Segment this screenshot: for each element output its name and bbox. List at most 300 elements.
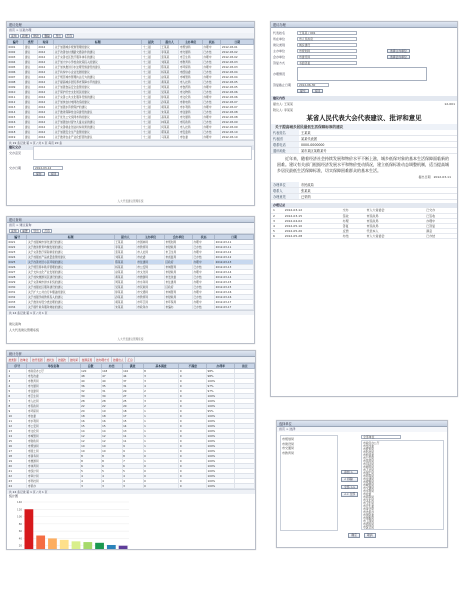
move-button[interactable]: 全部 >> — [341, 485, 358, 490]
table-cell: 市旅游局 — [136, 275, 164, 280]
table-cell: 关于加强学前教育投入的建议 — [27, 295, 114, 300]
form-input[interactable]: 王某某 / 001 — [297, 31, 357, 35]
table-cell: 市侨办 — [27, 484, 80, 489]
toolbar-button[interactable]: 导出 — [33, 228, 39, 233]
table-cell: 十二届 — [142, 110, 161, 115]
table-cell: 关于加大中小学校舍改造投入的建议 — [54, 60, 142, 65]
opinion-input[interactable] — [33, 146, 252, 160]
table-cell: 刘某某 — [114, 255, 136, 260]
table-cell: 办理中 — [202, 45, 221, 50]
available-unit[interactable]: 市政府办公厅 — [363, 441, 380, 445]
table-cell: 吴某某 — [160, 90, 179, 95]
table-cell: 0018 — [8, 130, 24, 135]
table-cell: 15 — [8, 439, 27, 444]
available-unit[interactable]: 市工商局 — [363, 519, 374, 523]
form-input[interactable]: 城乡建设 — [297, 43, 357, 47]
window-title: 建议处理 — [7, 22, 254, 28]
table-cell: 关于加强食品安全监管的建议 — [54, 85, 142, 90]
available-unit[interactable]: 市水利局 — [363, 489, 374, 493]
column-header[interactable]: 总数 — [80, 364, 101, 369]
available-unit[interactable]: 市地税局 — [363, 516, 374, 520]
breadcrumb: 首页 > 建议查询 — [7, 223, 254, 228]
sign-row — [271, 174, 457, 180]
table-cell: 28 — [101, 399, 122, 404]
column-header[interactable]: 备注 — [235, 364, 255, 369]
section-title: 建议内容 — [271, 96, 457, 101]
column-header[interactable]: 提出人 — [114, 235, 136, 240]
column-header[interactable]: 单位名称 — [27, 364, 80, 369]
column-header[interactable]: 办理率 — [207, 364, 235, 369]
table-cell: 市城管局 — [27, 434, 80, 439]
table-cell: 0 — [179, 434, 207, 439]
table-cell: 8 — [143, 369, 179, 374]
table-cell: 0 — [179, 369, 207, 374]
column-header[interactable]: 状态 — [202, 40, 221, 45]
reply-value: 已采纳 — [301, 195, 311, 199]
table-cell: 0 — [179, 394, 207, 399]
table-cell: 18 — [122, 409, 143, 414]
y-tick-label: 40 — [18, 537, 22, 541]
tab[interactable]: 汇总 — [126, 357, 135, 362]
tab[interactable]: 按提出人 — [112, 357, 126, 362]
table-cell: 2012-03-16 — [215, 295, 254, 300]
column-header[interactable]: 主办单位 — [179, 40, 203, 45]
table-cell: 0 — [179, 449, 207, 454]
table-cell: 十二届 — [142, 100, 161, 105]
proposer-info — [271, 130, 457, 154]
footer-label: 人大代表建议管理系统 — [9, 328, 40, 332]
table-cell: 2012-03-05 — [221, 80, 254, 85]
table-cell: 0 — [179, 389, 207, 394]
table-cell: 郭某某 — [160, 130, 179, 135]
table-cell: 4 — [80, 479, 101, 484]
table-cell: 30 — [101, 394, 122, 399]
breadcrumb: 首页 > 议案办理 — [7, 28, 254, 33]
table-cell: 2012 — [37, 130, 53, 135]
list-cell: 4 — [271, 223, 283, 228]
column-header[interactable]: 状态 — [193, 235, 215, 240]
table-cell: 市住建局 — [136, 260, 164, 265]
table-cell: 40 — [80, 379, 101, 384]
table-cell: 11 — [122, 439, 143, 444]
table-cell: 已办结 — [193, 245, 215, 250]
tab[interactable]: 按类别 — [7, 357, 19, 362]
ok-button[interactable]: 确定 — [348, 533, 360, 538]
table-cell: 陈某某 — [114, 260, 136, 265]
table-cell: 陈某某 — [160, 65, 179, 70]
table-cell: 市经信委 — [179, 70, 203, 75]
window-title: 建议办理 — [271, 22, 457, 28]
table-cell: 办理中 — [193, 250, 215, 255]
form-input[interactable] — [297, 67, 427, 81]
table-cell: 0013 — [8, 105, 24, 110]
tab[interactable]: 按届次 — [57, 357, 69, 362]
handling-form — [271, 28, 457, 82]
column-header[interactable]: 会办单位 — [164, 235, 192, 240]
column-header[interactable]: 不满意 — [179, 364, 207, 369]
table-cell: 20 — [122, 404, 143, 409]
table-cell: 0024 — [8, 255, 27, 260]
table-cell: 关于支持文化产业发展的建议 — [27, 270, 114, 275]
table-cell: 胡某某 — [160, 105, 179, 110]
selected-unit[interactable]: 市交通局 — [282, 446, 295, 450]
table-cell: 办理中 — [202, 95, 221, 100]
available-unit[interactable]: 市国资委 — [363, 513, 374, 517]
table-cell: 7 — [122, 459, 143, 464]
table-cell: 29 — [122, 389, 143, 394]
column-header[interactable]: 序号 — [8, 364, 27, 369]
table-cell: 118 — [101, 369, 122, 374]
table-cell: 区政府 — [164, 285, 192, 290]
move-button[interactable]: < 移除 — [341, 477, 358, 482]
submit-button[interactable]: 提交 — [297, 89, 309, 94]
table-cell: 0 — [143, 469, 179, 474]
table-cell: 市统计局 — [27, 469, 80, 474]
table-cell: 100% — [207, 404, 235, 409]
table-cell: 十二届 — [142, 65, 161, 70]
field-label: 建议类别 — [273, 43, 286, 47]
column-header[interactable]: 基本满意 — [143, 364, 179, 369]
available-unit[interactable]: 市人社局 — [363, 468, 374, 472]
panel-statistics — [6, 350, 256, 550]
table-cell: 市农委 — [136, 255, 164, 260]
available-list[interactable] — [361, 440, 444, 530]
table-cell: 林某某 — [160, 120, 179, 125]
table-cell: 十二届 — [142, 45, 161, 50]
table-cell: 关于推进教育均衡发展的建议 — [27, 245, 114, 250]
column-header[interactable]: 办结 — [101, 364, 122, 369]
table-cell: 100% — [207, 484, 235, 489]
list-cell: 市民政局 — [364, 218, 424, 223]
column-header[interactable]: 标题 — [27, 235, 114, 240]
table-cell: 100% — [207, 429, 235, 434]
info-value: 王某某 — [301, 131, 311, 135]
table-cell: 已办结 — [193, 265, 215, 270]
table-cell: 100% — [207, 479, 235, 484]
select-unit-button[interactable]: 选择会办单位 — [387, 55, 410, 60]
available-unit[interactable]: 市统计局 — [363, 525, 374, 529]
selected-unit[interactable]: 市规划局 — [282, 437, 295, 441]
table-cell: 办理中 — [193, 260, 215, 265]
table-cell: 关于加强农村留守儿童关爱的建议 — [54, 120, 142, 125]
table-cell: 2012 — [37, 115, 53, 120]
window-title: 建议查询 — [7, 217, 254, 223]
toolbar-button[interactable]: 打印 — [44, 228, 50, 233]
table-cell: 0 — [179, 424, 207, 429]
available-unit[interactable]: 市交通局 — [363, 486, 374, 490]
status-bar: 人大代表建议管理系统 — [117, 338, 144, 341]
available-unit[interactable]: 市质监局 — [363, 522, 374, 526]
available-unit[interactable]: 市城管局 — [363, 483, 374, 487]
move-button[interactable]: << 全部 — [341, 492, 358, 497]
table-cell: 市交通局 — [179, 50, 203, 55]
table-cell: 王某某 — [114, 240, 136, 245]
table-cell: 市食药局 — [179, 85, 203, 90]
available-unit[interactable]: 市文化局 — [363, 498, 374, 502]
column-header[interactable]: 编号 — [8, 40, 24, 45]
tab[interactable]: 按代表团 — [31, 357, 45, 362]
date-input[interactable]: 2012-03-12 — [33, 166, 63, 170]
column-header[interactable]: 提出人 — [160, 40, 179, 45]
toolbar-button[interactable]: 打印 — [66, 33, 73, 38]
column-header[interactable]: 日期 — [221, 40, 254, 45]
move-button[interactable]: 添加 > — [341, 470, 358, 475]
table-cell: 市卫生局 — [179, 55, 203, 60]
available-unit[interactable]: 市住建局 — [363, 477, 374, 481]
table-cell: 2012-03-17 — [215, 305, 254, 310]
table-cell: 22 — [8, 474, 27, 479]
column-header[interactable]: 主办单位 — [136, 235, 164, 240]
table-cell: 市民政局 — [136, 285, 164, 290]
table-cell: 十二届 — [142, 50, 161, 55]
cancel-button[interactable]: 取消 — [364, 533, 376, 538]
table-cell: 办理中 — [202, 75, 221, 80]
bar — [107, 545, 116, 550]
table-cell: 20 — [80, 409, 101, 414]
y-tick-label: 120 — [17, 508, 22, 512]
back-button[interactable]: 返回 — [312, 89, 324, 94]
table-cell: 2012-03-17 — [215, 300, 254, 305]
table-cell: 关于完善就业创业扶持政策的建议 — [54, 125, 142, 130]
save-button[interactable]: 保存 — [33, 172, 45, 177]
table-cell: 1 — [143, 419, 179, 424]
table-cell: 19 — [101, 409, 122, 414]
table-cell: 0032 — [8, 295, 27, 300]
table-cell: 12 — [101, 439, 122, 444]
table-cell: 市卫生局 — [164, 250, 192, 255]
table-cell: 办理中 — [193, 300, 215, 305]
toolbar-button[interactable]: 重置 — [22, 228, 28, 233]
table-cell: 市规划局 — [164, 240, 192, 245]
form-input[interactable]: 市人民政府 — [297, 37, 357, 41]
table-cell: 0 — [179, 454, 207, 459]
available-unit[interactable]: 市计生委 — [363, 504, 374, 508]
table-cell: 市人社局 — [27, 399, 80, 404]
tab[interactable]: 按办理方式 — [95, 357, 112, 362]
table-cell: 关于改善老旧小区环境的建议 — [27, 260, 114, 265]
toolbar-button[interactable]: 删除 — [44, 33, 50, 38]
table-cell: 100% — [207, 444, 235, 449]
deadline-input[interactable]: 2012-06-30 — [297, 83, 329, 87]
table-cell: 市人社局 — [179, 80, 203, 85]
tab[interactable]: 按状态 — [45, 357, 57, 362]
list-cell: 满意 — [424, 228, 457, 233]
table-cell: 王某某 — [160, 45, 179, 50]
proposer-meta: 提出人: 王某某 — [273, 102, 293, 106]
table-cell: 已办结 — [193, 275, 215, 280]
table-cell: 2 — [8, 374, 27, 379]
list-cell: 6 — [271, 233, 283, 238]
table-cell: 市人社局 — [136, 250, 164, 255]
table-cell: 4 — [143, 384, 179, 389]
reply-value: 市民政局 — [301, 183, 314, 187]
selected-unit[interactable]: 市教育局 — [282, 450, 295, 455]
available-unit[interactable]: 市发改委 — [363, 444, 374, 448]
column-header[interactable]: 届次 — [142, 40, 161, 45]
table-cell: 市编办 — [164, 305, 192, 310]
pager: 共 14 条记录 第 1 页 / 共 1 页 — [7, 310, 254, 315]
table-cell: 市审计局 — [27, 474, 80, 479]
column-header[interactable]: 类型 — [24, 40, 38, 45]
panel-proposal-list — [6, 21, 255, 206]
bar — [119, 546, 128, 550]
info-key: 代表团 — [271, 136, 299, 141]
table-cell: 建议 — [24, 130, 38, 135]
table-cell: 李某某 — [114, 245, 136, 250]
column-header[interactable]: 标题 — [54, 40, 142, 45]
bar — [60, 540, 69, 550]
table-cell: 周某某 — [160, 85, 179, 90]
table-row[interactable] — [8, 305, 254, 310]
table-cell: 建议 — [24, 100, 38, 105]
available-unit[interactable]: 市科技局 — [363, 450, 374, 454]
table-cell: 十二届 — [142, 95, 161, 100]
available-unit[interactable]: 市国土局 — [363, 471, 374, 475]
toolbar-button[interactable]: 新增 — [22, 33, 28, 38]
column-header[interactable]: 日期 — [215, 235, 254, 240]
table-cell: 97% — [207, 384, 235, 389]
table-cell: 0031 — [8, 290, 27, 295]
document-title: 某省人民代表大会代表建议、批评和意见 — [306, 114, 422, 122]
available-unit[interactable]: 市物价局 — [363, 528, 374, 530]
tab[interactable]: 按时间 — [69, 357, 81, 362]
table-cell: 建议 — [24, 70, 38, 75]
table-cell: 已办结 — [193, 255, 215, 260]
table-cell: 100% — [207, 379, 235, 384]
list-cell: 已答复 — [424, 223, 457, 228]
table-cell: 2012-03-04 — [221, 75, 254, 80]
table-cell: 0 — [143, 479, 179, 484]
table-cell: 吴某某 — [114, 285, 136, 290]
available-unit[interactable]: 市环保局 — [363, 474, 374, 478]
table-cell: 1 — [143, 434, 179, 439]
available-unit[interactable]: 市外侨办 — [363, 510, 374, 514]
field-label: 会办单位 — [273, 55, 286, 59]
table-cell: 关于提升政务服务效能的建议 — [27, 305, 114, 310]
table-cell: 17 — [8, 449, 27, 454]
table-cell: 2012 — [37, 65, 53, 70]
table-cell: 建议 — [24, 55, 38, 60]
table-cell: 建议 — [24, 105, 38, 110]
table-cell: 1 — [143, 409, 179, 414]
table-cell: 建议 — [24, 45, 38, 50]
table-cell: 市住建局 — [179, 110, 203, 115]
toolbar-button[interactable]: 查询 — [11, 228, 17, 233]
form-input[interactable]: 书面答复 — [297, 61, 357, 65]
available-unit[interactable]: 市商务局 — [363, 495, 374, 499]
tab[interactable]: 按满意度 — [80, 357, 94, 362]
table-cell: 0 — [179, 414, 207, 419]
table-cell: 5 — [8, 389, 27, 394]
table-cell: 10 — [101, 449, 122, 454]
table-cell: 关于规范城市管理执法行为的建议 — [54, 75, 142, 80]
available-unit[interactable]: 市卫生局 — [363, 501, 374, 505]
table-cell: 市人社局 — [179, 125, 203, 130]
table-cell: 建议 — [24, 135, 38, 140]
tab[interactable]: 按单位 — [19, 357, 31, 362]
available-unit[interactable]: 市经信委 — [363, 453, 374, 457]
table-cell: 1 — [143, 459, 179, 464]
available-unit[interactable]: 市司法局 — [363, 462, 374, 466]
table-cell: 2012-03-14 — [215, 270, 254, 275]
table-cell: 关于改善农村道路交通条件的建议 — [54, 50, 142, 55]
table-cell: 120 — [80, 369, 101, 374]
picker-buttons — [277, 533, 447, 538]
table-cell: 15 — [80, 424, 101, 429]
table-cell: 97% — [207, 389, 235, 394]
list-cell: 交办 — [341, 208, 365, 213]
footer-row — [7, 327, 254, 333]
table-cell: 2012-03-06 — [221, 95, 254, 100]
table-cell: 2012-03-14 — [215, 275, 254, 280]
table-cell: 关于推进保障性住房建设的建议 — [54, 110, 142, 115]
column-header[interactable]: 编号 — [8, 235, 27, 240]
column-header[interactable]: 时间 — [37, 40, 53, 45]
available-unit[interactable]: 市农委 — [363, 492, 372, 496]
table-cell: 6 — [80, 464, 101, 469]
unit-filter-select[interactable]: 全部单位 — [361, 435, 401, 439]
table-cell: 0 — [179, 469, 207, 474]
table-cell: 25 — [122, 399, 143, 404]
table-row[interactable] — [8, 484, 255, 489]
available-unit[interactable]: 市规划局 — [363, 480, 374, 484]
list-item[interactable] — [271, 233, 457, 238]
table-cell: 高某某 — [160, 115, 179, 120]
table-cell: 市住建局 — [164, 280, 192, 285]
selected-unit[interactable]: 市建设局 — [282, 441, 295, 446]
table-cell: 杨某某 — [160, 70, 179, 75]
table-cell: 杨某某 — [114, 265, 136, 270]
button-row — [271, 88, 457, 94]
table-cell: 2012 — [37, 50, 53, 55]
toolbar-button[interactable]: 修改 — [33, 33, 39, 38]
table-cell: 市规划局 — [179, 45, 203, 50]
form-input[interactable]: 市建设局 — [297, 55, 357, 59]
available-unit[interactable]: 市教育局 — [363, 447, 374, 451]
toolbar-button[interactable]: 导出 — [55, 33, 62, 38]
table-cell: 0 — [179, 384, 207, 389]
field-label: 答复方式 — [273, 61, 286, 65]
table-cell: 10 — [8, 414, 27, 419]
table-cell: 2012-03-11 — [215, 245, 254, 250]
form-input[interactable]: 市规划局 — [297, 49, 357, 53]
table-cell: 市政务办 — [136, 305, 164, 310]
select-unit-button[interactable]: 选择主办单位 — [387, 49, 410, 54]
table-cell: 8 — [101, 454, 122, 459]
column-header[interactable]: 满意 — [122, 364, 143, 369]
selected-list[interactable] — [280, 435, 338, 531]
available-unit[interactable]: 市财政局 — [363, 465, 374, 469]
table-cell: 十二届 — [142, 85, 161, 90]
table-cell: 市交通局 — [136, 290, 164, 295]
field-label: 交办意见 — [9, 151, 22, 155]
table-cell: 0003 — [8, 55, 24, 60]
toolbar-button[interactable]: 查询 — [11, 33, 17, 38]
table-cell: 0026 — [8, 265, 27, 270]
table-cell: 市交通局 — [27, 384, 80, 389]
available-unit[interactable]: 市公安局 — [363, 456, 374, 460]
table-cell: 17 — [122, 414, 143, 419]
back-button[interactable]: 返回 — [48, 172, 60, 177]
available-unit[interactable]: 市民政局 — [363, 459, 374, 463]
table-cell: 已办结 — [202, 130, 221, 135]
table-row[interactable] — [8, 135, 254, 140]
table-cell: 100% — [207, 459, 235, 464]
section-title: 建议交办 — [7, 145, 254, 150]
table-cell: 办理中 — [193, 240, 215, 245]
table-cell: 100% — [207, 449, 235, 454]
available-unit[interactable]: 市审计局 — [363, 507, 374, 511]
